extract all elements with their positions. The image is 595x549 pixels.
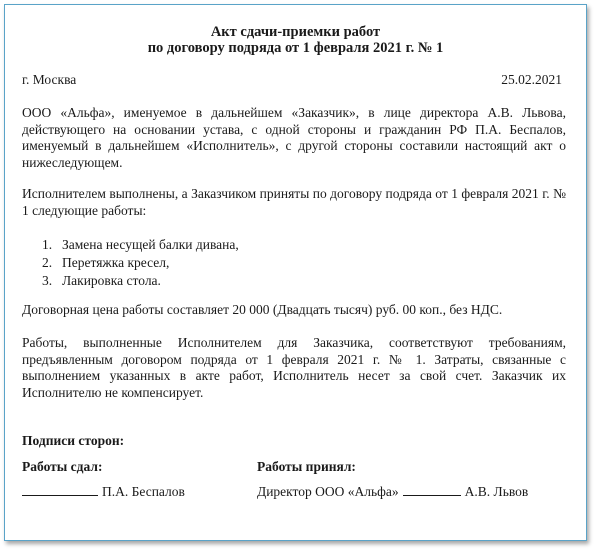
list-item-number: 3. — [42, 273, 53, 288]
list-item-text: Замена несущей балки дивана, — [62, 237, 239, 252]
intro-paragraph: ООО «Альфа», именуемое в дальнейшем «Заказчик», в лице директора А.В. Львова, действующего на основании устава, с одной стороны и гражданин РФ П.А. Беспалов, именуемый в дальнейшем «Исполнитель», с другой стороны составили настоящий акт о нижеследующем. — [22, 105, 566, 170]
works-intro-paragraph: Исполнителем выполнены, а Заказчиком приняты по договору подряда от 1 февраля 2021 г. № 1 следующие работы: — [22, 186, 566, 218]
document-title: Акт сдачи-приемки работ — [210, 24, 381, 40]
list-item-text: Лакировка стола. — [62, 273, 161, 288]
compliance-paragraph: Работы, выполненные Исполнителем для Заказчика, соответствуют требованиям, предъявленным договором подряда от 1 февраля 2021 г. № 1. Затраты, связанные с выполнением указанных в акте работ, Исполнитель несет за свой счет. Заказчик их Исполнителю не компенсирует. — [22, 335, 566, 400]
list-item — [42, 272, 239, 290]
works-list — [42, 236, 239, 290]
accepted-label: Работы принял: — [257, 459, 356, 474]
contractor-signature-line — [22, 483, 185, 500]
customer-position: Директор ООО «Альфа» — [257, 484, 399, 499]
list-item-number: 1. — [42, 237, 53, 252]
customer-signature-line — [257, 483, 528, 500]
customer-name: А.В. Львов — [464, 484, 529, 499]
signature-blank — [403, 483, 461, 496]
list-item — [42, 236, 239, 254]
price-paragraph: Договорная цена работы составляет 20 000 (Двадцать тысяч) руб. 00 коп., без НДС. — [22, 302, 503, 317]
list-item — [42, 254, 239, 272]
signature-blank — [22, 483, 98, 496]
list-item-number: 2. — [42, 255, 53, 270]
document-subtitle: по договору подряда от 1 февраля 2021 г. № 1 — [147, 40, 444, 56]
handed-over-label: Работы сдал: — [22, 459, 103, 474]
contractor-name: П.А. Беспалов — [102, 484, 185, 499]
list-item-text: Перетяжка кресел, — [62, 255, 170, 270]
document-date: 25.02.2021 — [501, 72, 562, 87]
city: г. Москва — [22, 72, 77, 87]
document-frame — [4, 4, 587, 541]
signatures-heading: Подписи сторон: — [22, 433, 125, 448]
